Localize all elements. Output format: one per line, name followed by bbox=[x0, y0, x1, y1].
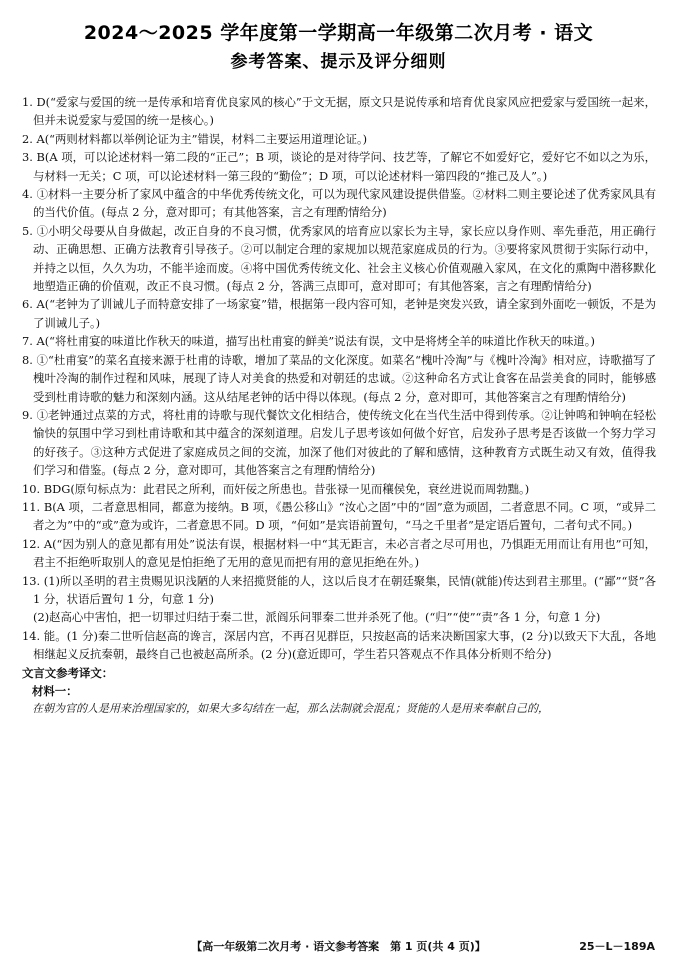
footer-page-info: 【高一年级第二次月考 · 语文参考答案 第 1 页(共 4 页)】 bbox=[191, 940, 486, 953]
answer-text: 13. (1)所以圣明的君主贵赐见识浅陋的人来招揽贤能的人，这以后良才在朝廷聚集，民情(就能)传达到君主那里。(“鄙”“贤”各 1 分，状语后置句 1 分，句意 1 分) bbox=[22, 573, 656, 606]
answer-text: 1. D(“爱家与爱国的统一是传承和培育优良家风的核心”于文无据，原文只是说传承和培育优良家风应把爱家与爱国统一起来，但并未说爱家与爱国的统一是核心。) bbox=[22, 95, 656, 128]
answer-text: 8. ①“杜甫宴”的菜名直接来源于杜甫的诗歌，增加了菜品的文化深度。如菜名“槐叶冷淘”与《槐叶冷淘》相对应，诗歌描写了槐叶冷淘的制作过程和风味，展现了诗人对美食的热爱和对朝廷的忠诚。②这种命名方式让食客在品尝美食的同时，能够感受到杜甫诗歌的魅力和深刻内涵。这从结尾老钟的话中得以体现。(每点 2 分，意对即可，其他答案言之有理酌情给分) bbox=[22, 352, 656, 404]
answer-text: 3. B(A 项，可以论述材料一第二段的“正己”；B 项，谈论的是对待学问、技艺等，了解它不如爱好它，爱好它不如以之为乐，与材料一无关；C 项，可以论述材料一第三段的“勤俭”；D 项，可以论述材料一第四段的“推己及人”。) bbox=[22, 150, 656, 183]
answer-text: 4. ①材料一主要分析了家风中蕴含的中华优秀传统文化，可以为现代家风建设提供借鉴。②材料二则主要论述了优秀家风具有的当代价值。(每点 2 分，意对即可；有其他答案，言之有理酌情给分) bbox=[22, 187, 656, 220]
answer-text: 10. BDG(原句标点为：此君民之所利，而奸佞之所患也。昔张禄一见而穰侯免，衰丝进说而周勃黜。) bbox=[22, 481, 530, 496]
answer-item bbox=[22, 351, 656, 406]
page-subtitle: 参考答案、提示及评分细则 bbox=[230, 52, 447, 72]
answer-text: 7. A(“将杜甫宴的味道比作秋天的味道，描写出杜甫宴的鲜美”说法有误，文中是将烤全羊的味道比作秋天的味道。) bbox=[22, 334, 595, 349]
translation-heading: 文言文参考译文： bbox=[22, 665, 114, 680]
material-label: 材料一： bbox=[32, 684, 78, 698]
answer-item bbox=[22, 332, 656, 350]
answer-text: 9. ①老钟通过点菜的方式，将杜甫的诗歌与现代餐饮文化相结合，使传统文化在当代生活中得到传承。②让钟鸣和钟响在轻松愉快的氛围中学习到杜甫诗歌和其中蕴含的深刻道理。启发儿子思考该如何做个好官，启发孙子思考是否该做一个努力学习的好孩子。③这种方式促进了家庭成员之间的交流，加深了他们对彼此的了解和感情，这种教育方式既生动又有效，值得我们学习和借鉴。(每点 2 分，意对即可，其他答案言之有理酌情给分) bbox=[22, 407, 656, 478]
answer-item bbox=[22, 148, 656, 185]
answer-item bbox=[22, 222, 656, 296]
answer-item bbox=[22, 130, 656, 148]
answer-item bbox=[22, 93, 656, 130]
footer-code: 25－L－189A bbox=[579, 940, 655, 953]
answers-body bbox=[22, 93, 656, 719]
answer-item bbox=[22, 535, 656, 572]
answer-item bbox=[22, 498, 656, 535]
answer-item bbox=[22, 185, 656, 222]
answer-item bbox=[22, 406, 656, 480]
answer-item bbox=[22, 480, 656, 498]
answer-text: 2. A(“两则材料都以举例论证为主”错误，材料二主要运用道理论证。) bbox=[22, 131, 368, 146]
answer-item bbox=[22, 572, 656, 627]
answer-item bbox=[22, 295, 656, 332]
answers-list bbox=[22, 93, 656, 664]
answer-text: 14. 能。(1 分)秦二世听信赵高的谗言，深居内宫，不再召见群臣，只按赵高的话来决断国家大事，(2 分)以致天下大乱，各地相继起义反抗秦朝，最终自己也被赵高所杀。(2 分)(意近即可，学生若只答观点不作具体分析则不给分) bbox=[22, 628, 656, 662]
answer-text: 5. ①小明父母要从自身做起，改正自身的不良习惯，优秀家风的培育应以家长为主导，家长应以身作则、率先垂范，用正确行动、正确思想、正确方法教育引导孩子。②可以制定合理的家规加以规范家庭成员的行为。③要将家风贯彻于实际行动中，并持之以恒，久久为功，不能半途而废。④将中国优秀传统文化、社会主义核心价值观融入家风，在文化的熏陶中潜移默化地塑造正确的价值观，改正不良习惯。(每点 2 分，答满三点即可，意对即可；有其他答案，言之有理酌情给分) bbox=[22, 223, 656, 294]
answer-text: 12. A(“因为别人的意见都有用处”说法有误，根据材料一中“其无距言，未必言者之尽可用也，乃惧距无用而让有用也”可知，君主不拒绝听取别人的意见是怕拒绝了无用的意见而把有用的意见拒绝在外。) bbox=[22, 536, 656, 570]
page-title: 2024～2025 学年度第一学期高一年级第二次月考 · 语文 bbox=[83, 22, 594, 44]
translation-text: 在朝为官的人是用来治理国家的，如果大多勾结在一起，那么法制就会混乱；贤能的人是用来奉献自己的， bbox=[32, 702, 549, 716]
answer-text: 11. B(A 项，二者意思相同，都意为接纳。B 项，《愚公移山》“汝心之固”中的“固”意为顽固，二者意思不同。C 项，“或异二者之为”中的“或”意为或许，二者意思不同。D 项，“何如”是宾语前置句，“马之千里者”是定语后置句，二者句式不同。) bbox=[22, 499, 656, 533]
answer-subtext: (2)赵高心中害怕，把一切罪过归结于秦二世，派阎乐问罪秦二世并杀死了他。(“归”“使”“责”各 1 分，句意 1 分) bbox=[33, 610, 601, 625]
answer-text: 6. A(“老钟为了训诫儿子而特意安排了一场家宴”错，根据第一段内容可知，老钟是突发兴致，请全家到外面吃一顿饭，不是为了训诫儿子。) bbox=[22, 297, 656, 330]
answer-item bbox=[22, 627, 656, 664]
